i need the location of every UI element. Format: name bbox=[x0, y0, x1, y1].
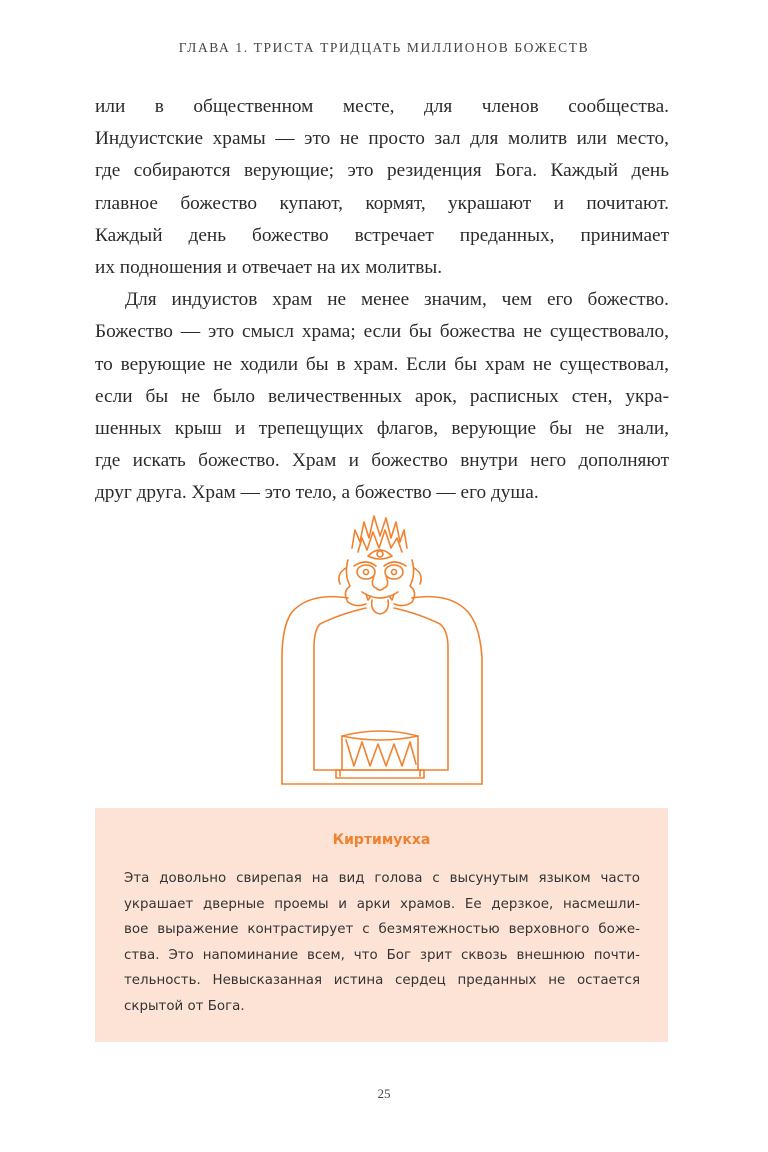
body-text bbox=[95, 91, 669, 510]
kirtimukha-sidebar bbox=[95, 808, 668, 1042]
running-head: ГЛАВА 1. ТРИСТА ТРИДЦАТЬ МИЛЛИОНОВ БОЖЕСТВ bbox=[178, 40, 590, 55]
text-line: или в общественном месте, для членов сообщества. bbox=[95, 96, 669, 117]
sidebar-line: скрытой от Бога. bbox=[124, 998, 245, 1014]
paragraph-2 bbox=[95, 284, 669, 509]
text-line: шенных крыш и трепещущих флагов, верующие бы не знали, bbox=[95, 418, 669, 440]
sidebar-line: вое выражение контрастирует с безмятежностью верховного боже- bbox=[124, 922, 640, 938]
sidebar-line: Эта довольно свирепая на вид голова с высунутым языком часто bbox=[124, 871, 640, 886]
text-line: где искать божество. Храм и божество внутри него дополняют bbox=[95, 450, 669, 472]
sidebar-line: тельность. Невысказанная истина сердец преданных не остается bbox=[124, 973, 640, 989]
text-line: если бы не было величественных арок, расписных стен, укра- bbox=[95, 385, 669, 407]
sidebar-line: ства. Это напоминание всем, что Бог зрит сквозь внешнюю почти- bbox=[124, 947, 640, 963]
kirtimukha-arch-illustration bbox=[270, 508, 500, 798]
text-line: их подношения и отвечает на их молитвы. bbox=[95, 257, 443, 279]
text-line: Индуистские храмы — это не просто зал для молитв или место, bbox=[95, 128, 669, 150]
text-line: главное божество купают, кормят, украшают и почитают. bbox=[95, 192, 669, 214]
text-line: Божество — это смысл храма; если бы божества не существовало, bbox=[95, 321, 669, 343]
text-line: Каждый день божество встречает преданных, принимает bbox=[95, 224, 669, 246]
sidebar-text bbox=[124, 866, 640, 1020]
paragraph-1 bbox=[95, 91, 669, 284]
text-line: Для индуистов храм не менее значим, чем его божество. bbox=[125, 289, 669, 311]
sidebar-line: украшает дверные проемы и арки храмов. Ее дерзкое, насмешли- bbox=[124, 896, 640, 912]
page-number: 25 bbox=[377, 1086, 391, 1101]
text-line: друг друга. Храм — это тело, а божество — его душа. bbox=[95, 482, 539, 504]
text-line: то верующие не ходили бы в храм. Если бы храм не существовал, bbox=[95, 353, 669, 375]
sidebar-title: Киртимукха bbox=[332, 832, 431, 848]
text-line: где собираются верующие; это резиденция Бога. Каждый день bbox=[95, 160, 669, 182]
